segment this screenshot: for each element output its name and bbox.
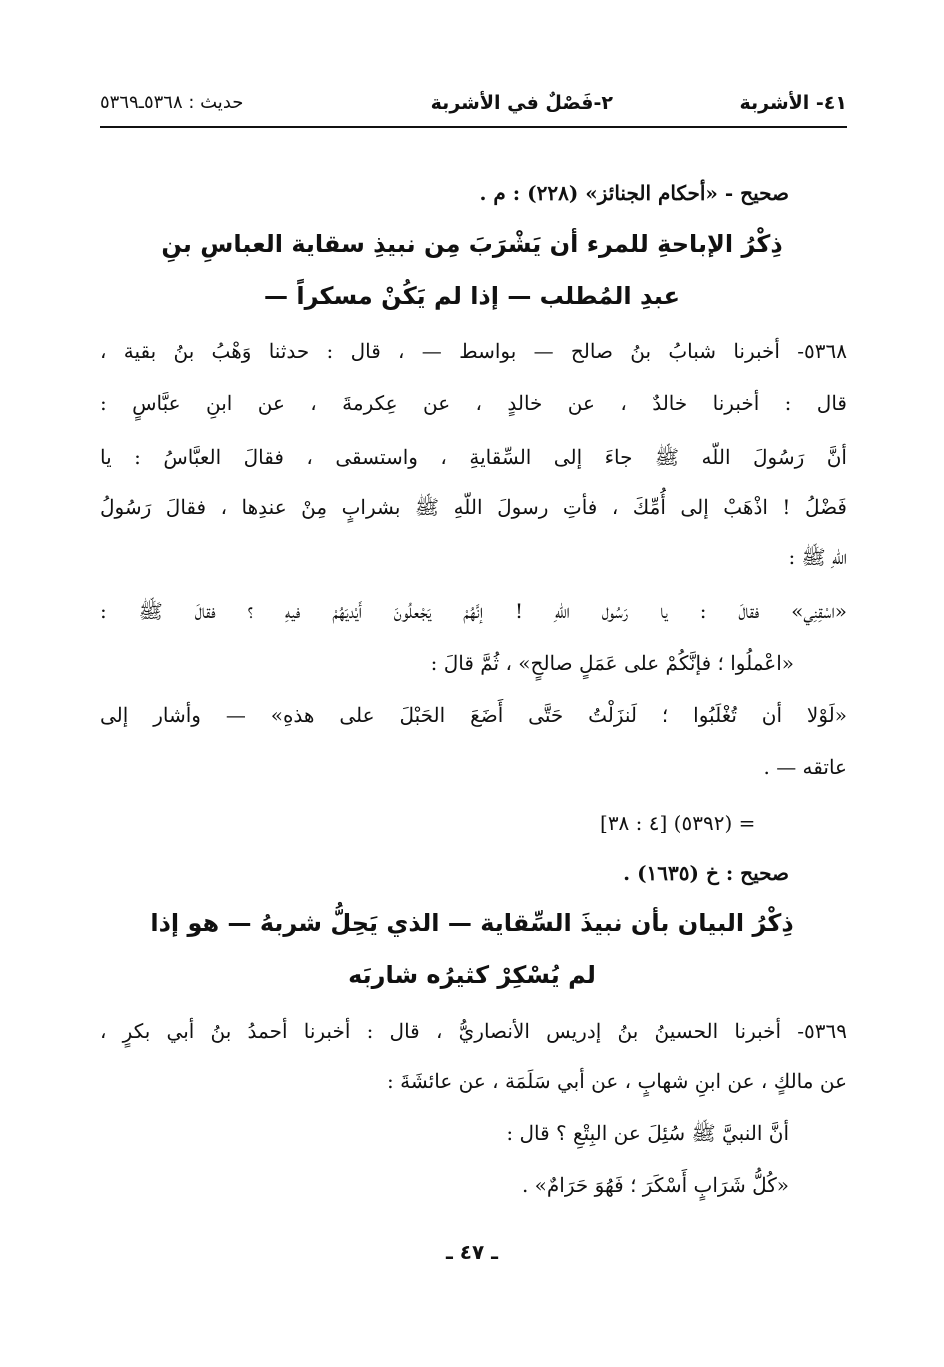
chapter-heading-line: عبدِ المُطلب — إذا لم يَكُنْ مسكراً —: [263, 282, 680, 310]
chapter-heading-line: ذِكْرُ الإباحةِ للمرء أن يَشْرَبَ مِن نبيذِ سقاية العباسِ بنِ: [161, 230, 783, 258]
running-header: [100, 86, 847, 120]
matn-line: «اسْقِنِي» فقالَ : يا رَسُول اللّهِ ! إنَّهُمْ يَجْعلُونَ أَيْديَهُمْ فيهِ ؟ فقالَ ﷺ :: [100, 599, 847, 623]
matn-line: اللّهِ ﷺ :: [788, 545, 847, 569]
grading-line: صحيح : خ (١٦٣٥) .: [623, 861, 789, 885]
matn-line: عاتقه — .: [763, 755, 847, 779]
matn-line: فَضْلُ ! اذْهَبْ إلى أُمِّكَ ، فأتِ رسولَ اللّهِ ﷺ بشرابٍ مِنْ عندِها ، فقالَ رَسُولُ: [100, 495, 847, 519]
page-number: ـ ٤٧ ـ: [445, 1240, 499, 1264]
matn-line: أنَّ رَسُولَ اللّه ﷺ جاءَ إلى السِّقايةِ ، واستسقى ، فقالَ العبَّاسُ : يا: [100, 445, 847, 469]
cross-reference: = (٥٣٩٢) [٤ : ٣٨]: [600, 811, 756, 835]
matn-line: «لَوْلا أن تُغْلَبُوا ؛ لَنزَلْتُ حَتَّى أَضَعَ الحَبْلَ على هذهِ» — وأشار إلى: [100, 703, 847, 727]
chapter-heading-line: ذِكْرُ البيان بأن نبيذَ السِّقاية — الذي يَحِلُّ شربهُ — هو إذا: [150, 909, 794, 937]
isnad-line: قال : أخبرنا خالدٌ ، عن خالدٍ ، عن عِكرمةَ ، عن ابنِ عبَّاسٍ :: [100, 391, 847, 415]
chapter-heading-line: لم يُسْكِرْ كثيرُه شاربَه: [348, 961, 596, 989]
grading-line: صحيح - «أحكام الجنائز» (٢٢٨) : م .: [479, 181, 789, 205]
header-divider: [100, 126, 847, 128]
hadith-range: حديث : ٥٣٦٨ـ٥٣٦٩: [100, 92, 244, 113]
matn-line: «اعْملُوا ؛ فإنَّكُمْ على عَمَلٍ صالحٍ» ، ثُمَّ قالَ :: [430, 651, 794, 675]
matn-line: أنَّ النبيَّ ﷺ سُئِلَ عن البِتْعِ ؟ قال :: [506, 1121, 789, 1145]
isnad-line: عن مالكٍ ، عن ابنِ شهابٍ ، عن أبي سَلَمَة ، عن عائشَةَ :: [387, 1069, 847, 1093]
matn-line: «كُلُّ شَرَابٍ أَسْكَرَ ؛ فَهُوَ حَرَامٌ» .: [521, 1173, 789, 1197]
section-title: ٢-فَصْلٌ في الأشربة: [430, 92, 613, 114]
isnad-line: ٥٣٦٨- أخبرنا شبابُ بنُ صالح — بواسط — ، قال : حدثنا وَهْبُ بنُ بقية ،: [100, 339, 847, 363]
chapter-title: ٤١- الأشربة: [739, 92, 847, 114]
isnad-line: ٥٣٦٩- أخبرنا الحسينُ بنُ إدريس الأنصاريُّ ، قال : أخبرنا أحمدُ بنُ أبي بكرٍ ،: [100, 1019, 847, 1043]
